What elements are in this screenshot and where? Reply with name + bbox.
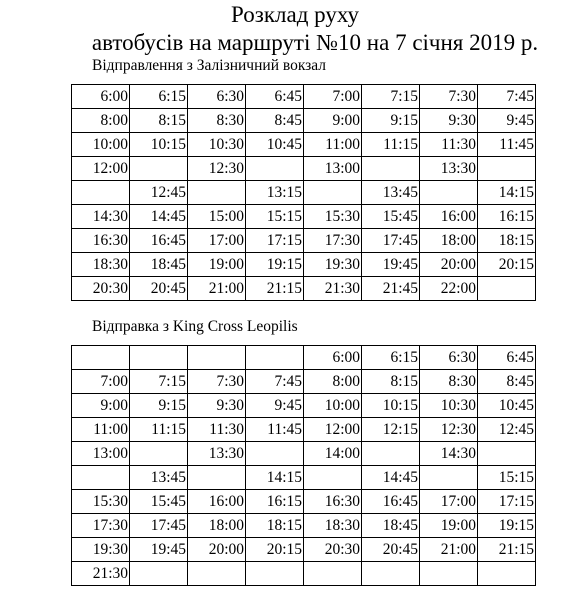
departure-time-cell: 15:30 <box>304 205 362 229</box>
departure-time-cell <box>362 442 420 466</box>
departure-time-cell: 16:00 <box>420 205 478 229</box>
departure-time-cell: 11:30 <box>420 133 478 157</box>
departure-time-cell: 13:45 <box>130 466 188 490</box>
departure-time-cell: 20:15 <box>478 253 536 277</box>
table-row <box>72 181 536 205</box>
departure-time-cell: 17:30 <box>72 514 130 538</box>
departure-time-cell: 13:00 <box>304 157 362 181</box>
table-row <box>72 253 536 277</box>
departure-time-cell: 9:15 <box>362 109 420 133</box>
departure-time-cell: 16:15 <box>478 205 536 229</box>
departure-time-cell <box>246 442 304 466</box>
table-row <box>72 490 536 514</box>
departure-time-cell: 16:15 <box>246 490 304 514</box>
departure-time-cell: 19:30 <box>72 538 130 562</box>
departure-time-cell: 12:30 <box>188 157 246 181</box>
table-row <box>72 514 536 538</box>
departure-time-cell: 16:45 <box>362 490 420 514</box>
departure-time-cell: 14:45 <box>130 205 188 229</box>
departure-time-cell: 18:15 <box>246 514 304 538</box>
departure-time-cell: 6:30 <box>188 85 246 109</box>
departure-time-cell: 7:00 <box>304 85 362 109</box>
departure-time-cell: 21:00 <box>188 277 246 301</box>
departure-time-cell: 22:00 <box>420 277 478 301</box>
departure-time-cell: 17:15 <box>246 229 304 253</box>
departure-time-cell: 10:45 <box>478 394 536 418</box>
departure-time-cell <box>72 346 130 370</box>
departure-time-cell: 13:45 <box>362 181 420 205</box>
departure-time-cell: 14:00 <box>304 442 362 466</box>
departure-time-cell: 18:30 <box>72 253 130 277</box>
schedule-table-railway-station <box>71 84 536 301</box>
departure-time-cell: 6:45 <box>478 346 536 370</box>
departure-time-cell <box>188 466 246 490</box>
departure-time-cell: 21:45 <box>362 277 420 301</box>
departure-time-cell: 13:30 <box>420 157 478 181</box>
departure-time-cell: 16:30 <box>304 490 362 514</box>
section-heading-departure-railway-station: Відправлення з Залізничний вокзал <box>92 57 327 74</box>
departure-time-cell: 7:15 <box>130 370 188 394</box>
departure-time-cell <box>478 562 536 586</box>
departure-time-cell: 11:45 <box>478 133 536 157</box>
departure-time-cell: 10:30 <box>188 133 246 157</box>
departure-time-cell: 8:45 <box>246 109 304 133</box>
departure-time-cell <box>246 346 304 370</box>
table-row <box>72 418 536 442</box>
departure-time-cell: 6:30 <box>420 346 478 370</box>
departure-time-cell: 19:45 <box>130 538 188 562</box>
departure-time-cell: 15:30 <box>72 490 130 514</box>
departure-time-cell: 8:00 <box>72 109 130 133</box>
departure-time-cell: 12:15 <box>362 418 420 442</box>
departure-time-cell: 9:30 <box>420 109 478 133</box>
departure-time-cell: 17:30 <box>304 229 362 253</box>
departure-time-cell: 9:45 <box>478 109 536 133</box>
departure-time-cell <box>188 181 246 205</box>
departure-time-cell: 14:30 <box>420 442 478 466</box>
departure-time-cell: 18:00 <box>188 514 246 538</box>
departure-time-cell <box>420 466 478 490</box>
departure-time-cell <box>130 157 188 181</box>
departure-time-cell: 6:45 <box>246 85 304 109</box>
table-row <box>72 370 536 394</box>
departure-time-cell: 21:15 <box>246 277 304 301</box>
departure-time-cell: 19:00 <box>188 253 246 277</box>
departure-time-cell: 14:15 <box>246 466 304 490</box>
departure-time-cell: 19:30 <box>304 253 362 277</box>
departure-time-cell <box>72 466 130 490</box>
departure-time-cell: 12:30 <box>420 418 478 442</box>
page-title: Розклад руху <box>231 2 359 27</box>
section-heading-departure-king-cross: Відправка з King Cross Leopilis <box>92 318 298 335</box>
departure-time-cell: 9:30 <box>188 394 246 418</box>
departure-time-cell: 21:15 <box>478 538 536 562</box>
schedule-table-king-cross <box>71 345 536 586</box>
departure-time-cell: 6:15 <box>362 346 420 370</box>
departure-time-cell: 12:00 <box>72 157 130 181</box>
departure-time-cell <box>130 346 188 370</box>
departure-time-cell: 18:00 <box>420 229 478 253</box>
departure-time-cell: 10:15 <box>362 394 420 418</box>
departure-time-cell <box>304 562 362 586</box>
table-row <box>72 109 536 133</box>
departure-time-cell: 7:45 <box>246 370 304 394</box>
departure-time-cell: 16:00 <box>188 490 246 514</box>
departure-time-cell: 6:00 <box>72 85 130 109</box>
table-row <box>72 538 536 562</box>
departure-time-cell: 16:45 <box>130 229 188 253</box>
departure-time-cell: 19:15 <box>246 253 304 277</box>
departure-time-cell <box>420 562 478 586</box>
departure-time-cell <box>478 277 536 301</box>
departure-time-cell: 8:15 <box>362 370 420 394</box>
departure-time-cell: 8:00 <box>304 370 362 394</box>
departure-time-cell <box>188 346 246 370</box>
departure-time-cell: 15:00 <box>188 205 246 229</box>
departure-time-cell: 18:45 <box>130 253 188 277</box>
table-row <box>72 277 536 301</box>
departure-time-cell: 8:30 <box>188 109 246 133</box>
departure-time-cell: 12:45 <box>478 418 536 442</box>
departure-time-cell: 10:00 <box>304 394 362 418</box>
departure-time-cell: 15:45 <box>362 205 420 229</box>
departure-time-cell <box>478 157 536 181</box>
departure-time-cell <box>72 181 130 205</box>
table-row <box>72 466 536 490</box>
departure-time-cell <box>420 181 478 205</box>
departure-time-cell: 17:00 <box>420 490 478 514</box>
departure-time-cell: 17:45 <box>130 514 188 538</box>
departure-time-cell: 15:15 <box>478 466 536 490</box>
page-subtitle: автобусів на маршруті №10 на 7 січня 2019 р. <box>91 30 539 55</box>
table-row <box>72 205 536 229</box>
departure-time-cell: 15:15 <box>246 205 304 229</box>
departure-time-cell: 14:45 <box>362 466 420 490</box>
table-row <box>72 133 536 157</box>
departure-time-cell: 7:15 <box>362 85 420 109</box>
departure-time-cell: 13:00 <box>72 442 130 466</box>
departure-time-cell: 21:30 <box>304 277 362 301</box>
departure-time-cell <box>130 562 188 586</box>
departure-time-cell: 11:30 <box>188 418 246 442</box>
departure-time-cell: 8:45 <box>478 370 536 394</box>
departure-time-cell: 10:00 <box>72 133 130 157</box>
departure-time-cell: 7:30 <box>420 85 478 109</box>
departure-time-cell: 17:45 <box>362 229 420 253</box>
departure-time-cell: 16:30 <box>72 229 130 253</box>
departure-time-cell: 9:45 <box>246 394 304 418</box>
departure-time-cell: 8:30 <box>420 370 478 394</box>
departure-time-cell <box>188 562 246 586</box>
departure-time-cell: 11:15 <box>362 133 420 157</box>
departure-time-cell: 11:15 <box>130 418 188 442</box>
departure-time-cell <box>246 562 304 586</box>
departure-time-cell: 19:15 <box>478 514 536 538</box>
departure-time-cell: 21:30 <box>72 562 130 586</box>
departure-time-cell: 20:00 <box>420 253 478 277</box>
departure-time-cell: 9:15 <box>130 394 188 418</box>
departure-time-cell: 20:30 <box>72 277 130 301</box>
table-row <box>72 229 536 253</box>
departure-time-cell: 6:15 <box>130 85 188 109</box>
departure-time-cell: 20:45 <box>362 538 420 562</box>
departure-time-cell: 11:45 <box>246 418 304 442</box>
departure-time-cell: 18:15 <box>478 229 536 253</box>
departure-time-cell: 10:45 <box>246 133 304 157</box>
table-row <box>72 442 536 466</box>
departure-time-cell: 11:00 <box>304 133 362 157</box>
table-row <box>72 157 536 181</box>
departure-time-cell: 18:45 <box>362 514 420 538</box>
departure-time-cell: 8:15 <box>130 109 188 133</box>
departure-time-cell: 21:00 <box>420 538 478 562</box>
departure-time-cell: 19:00 <box>420 514 478 538</box>
departure-time-cell: 9:00 <box>72 394 130 418</box>
departure-time-cell: 19:45 <box>362 253 420 277</box>
departure-time-cell: 14:30 <box>72 205 130 229</box>
departure-time-cell <box>304 181 362 205</box>
departure-time-cell: 11:00 <box>72 418 130 442</box>
departure-time-cell: 18:30 <box>304 514 362 538</box>
departure-time-cell: 20:45 <box>130 277 188 301</box>
departure-time-cell: 7:45 <box>478 85 536 109</box>
departure-time-cell: 13:30 <box>188 442 246 466</box>
departure-time-cell: 9:00 <box>304 109 362 133</box>
table-row <box>72 85 536 109</box>
table-row <box>72 562 536 586</box>
departure-time-cell: 7:30 <box>188 370 246 394</box>
departure-time-cell: 7:00 <box>72 370 130 394</box>
departure-time-cell: 12:00 <box>304 418 362 442</box>
departure-time-cell: 10:30 <box>420 394 478 418</box>
departure-time-cell <box>246 157 304 181</box>
departure-time-cell: 17:15 <box>478 490 536 514</box>
departure-time-cell <box>362 562 420 586</box>
departure-time-cell <box>304 466 362 490</box>
departure-time-cell: 20:15 <box>246 538 304 562</box>
table-row <box>72 346 536 370</box>
departure-time-cell <box>478 442 536 466</box>
departure-time-cell: 10:15 <box>130 133 188 157</box>
departure-time-cell <box>362 157 420 181</box>
departure-time-cell: 17:00 <box>188 229 246 253</box>
departure-time-cell: 15:45 <box>130 490 188 514</box>
departure-time-cell <box>130 442 188 466</box>
departure-time-cell: 6:00 <box>304 346 362 370</box>
departure-time-cell: 13:15 <box>246 181 304 205</box>
departure-time-cell: 12:45 <box>130 181 188 205</box>
table-row <box>72 394 536 418</box>
departure-time-cell: 20:00 <box>188 538 246 562</box>
departure-time-cell: 20:30 <box>304 538 362 562</box>
departure-time-cell: 14:15 <box>478 181 536 205</box>
